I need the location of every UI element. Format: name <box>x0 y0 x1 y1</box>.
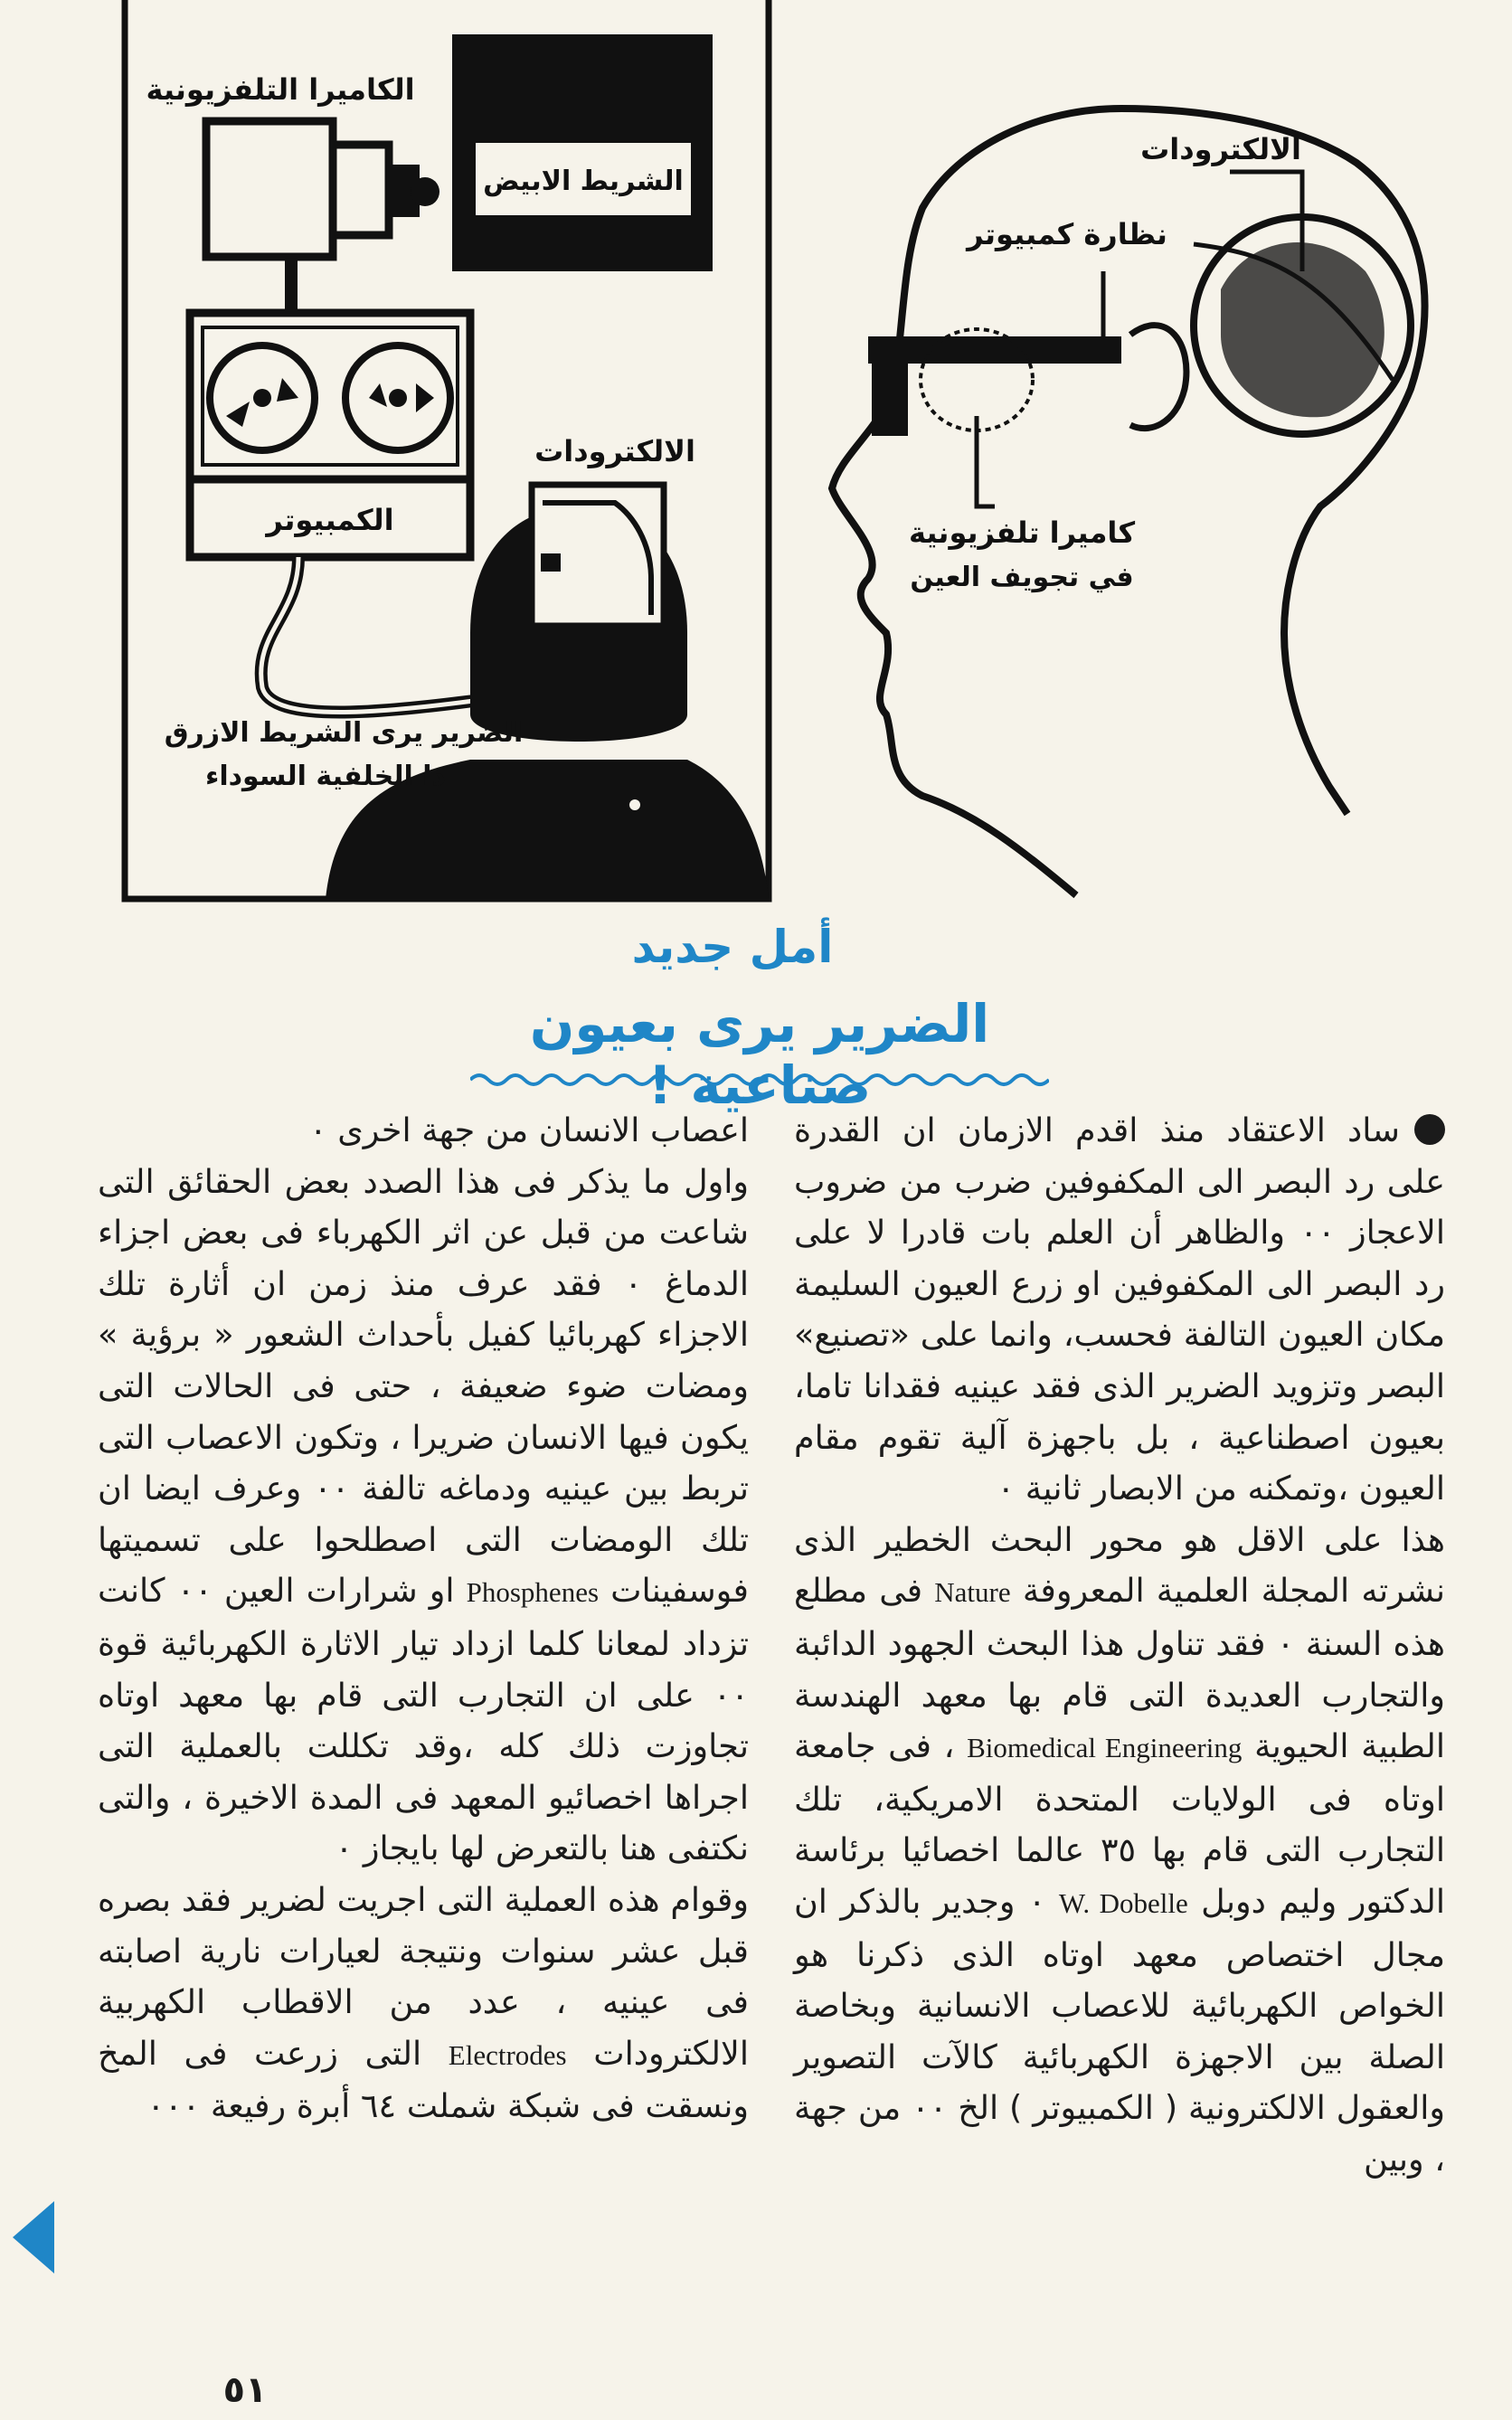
paragraph-text: هذا على الاقل هو محور البحث الخطير الذى نشرته المجلة العلمية المعروفة <box>794 1519 1445 1611</box>
paragraph-text: ساد الاعتقاد منذ اقدم الازمان ان القدرة على رد البصر الى المكفوفين ضرب من ضروب الاعجاز ٠٠ والظاهر أن العلم بات قادرا لا على رد البصر الى المكفوفين او زرع العيون السليمة مكان العيون التالفة فحسب، وانما على «تصنيع» البصر وتزويد الضرير الذى فقد عينيه فقدانا تاما، بعيون اصطناعية ، بل باجهزة آلية تقوم مقام العيون ،وتمكنه من الابصار ثانية ٠ <box>794 1111 1445 1508</box>
left-diagram <box>125 0 769 899</box>
paragraph <box>794 1515 1445 2186</box>
paragraph-text: ٠ وجدير بالذكر ان مجال اختصاص معهد اوتاه الذى ذكرنا هو الخواص الكهربائية للاعصاب الانسانية وبخاصة الصلة بين الاجهزة الكهربائية كالآت التصوير والعقول الالكترونية ( الكمبيوتر ) الخ ٠٠ من جهة ، وبين <box>794 1881 1445 2179</box>
article-headline: الضرير يرى بعيون صناعية ! <box>529 993 990 1116</box>
paragraph-text: واول ما يذكر فى هذا الصدد بعض الحقائق التى شاعت من قبل عن اثر الكهرباء فى بعض اجزاء الدماغ ٠ فقد عرف منذ زمن ان أثارة تلك الاجزاء كهربائيا كفيل بأحداث الشعور « برؤية » ومضات ضوء ضعيفة ، حتى فى الحالات التى يكون فيها الانسان ضريرا ، وتكون الاعصاب التى تربط بين عينيه ودماغه تالفة ٠٠ وعرف ايضا ان تلك الومضات التى اصطلحوا على تسميتها فوسفينات <box>98 1161 749 1611</box>
paragraph: اعصاب الانسان من جهة اخرى ٠ <box>309 1111 749 1149</box>
camera-label: الكاميرا التلفزيونية <box>146 72 415 107</box>
right-diagram <box>832 109 1425 895</box>
paragraph <box>98 1157 749 1875</box>
left-caption-line2: ذا الخلفية السوداء <box>205 761 446 792</box>
brain-electrodes-label: الالكترودات <box>1140 132 1301 166</box>
white-strip-label: الشريط الابيض <box>483 165 684 197</box>
paragraph-text: فى مطلع هذه السنة ٠ فقد تناول هذا البحث الجهود الدائبة والتجارب العديدة التى قام بها معهد الهندسة الطبية الحيوية <box>794 1571 1445 1766</box>
bullet-icon <box>1414 1114 1445 1145</box>
tv-camera-icon <box>206 121 333 257</box>
paragraph <box>98 1875 749 2132</box>
latin-term: Phosphenes <box>466 1576 600 1609</box>
page-turn-arrow-icon[interactable] <box>13 2201 54 2273</box>
article-column-right <box>794 1105 1445 2185</box>
paragraph-text: التى زرعت فى المخ ونسقت فى شبكة شملت ٦٤ أبرة رفيعة ٠٠٠ <box>98 2033 749 2126</box>
paragraph-text: وقوام هذه العملية التى اجريت لضرير فقد بصره قبل عشر سنوات ونتيجة لعيارات نارية اصابته فى عينيه ، عدد من الاقطاب الكهربية الالكترودات <box>98 1879 749 2073</box>
paragraph-text: ، فى جامعة اوتاه فى الولايات المتحدة الامريكية، تلك التجارب التى قام بها ٣٥ عالما اخصائيا برئاسة الدكتور وليم دوبل <box>794 1726 1446 1921</box>
glasses-label: نظارة كمبيوتر <box>967 217 1167 251</box>
electrodes-label: الالكترودات <box>534 434 695 468</box>
eye-camera-label-line2: في تجويف العين <box>910 562 1134 593</box>
latin-term: Electrodes <box>448 2038 567 2071</box>
left-caption-line1: الضرير يرى الشريط الازرق <box>164 717 524 749</box>
paragraph-text: او شرارات العين ٠٠ كانت تزداد لمعانا كلما ازداد تيار الاثارة الكهربائية قوة ٠٠ على ان التجارب التى قام بها معهد اوتاه تجاوزت ذلك كله ،وقد تكللت بالعملية التى اجراها اخصائيو المعهد فى المدة الاخيرة ، والتى نكتفى هنا بالتعرض لها بايجاز ٠ <box>98 1571 749 1868</box>
decorative-wavy-divider <box>470 1069 1049 1091</box>
article-column-left <box>98 1105 749 2132</box>
illustration <box>0 0 1512 913</box>
latin-term: W. Dobelle <box>1058 1886 1188 1919</box>
paragraph <box>794 1105 1445 1515</box>
latin-term: Biomedical Engineering <box>967 1732 1243 1764</box>
article-kicker: أمل جديد <box>631 921 834 973</box>
eye-camera-label-line1: كاميرا تلفزيونية <box>908 515 1136 550</box>
page-number: ٥١ <box>222 2369 268 2411</box>
computer-label: الكمبيوتر <box>266 503 394 537</box>
latin-term: Nature <box>934 1576 1011 1609</box>
